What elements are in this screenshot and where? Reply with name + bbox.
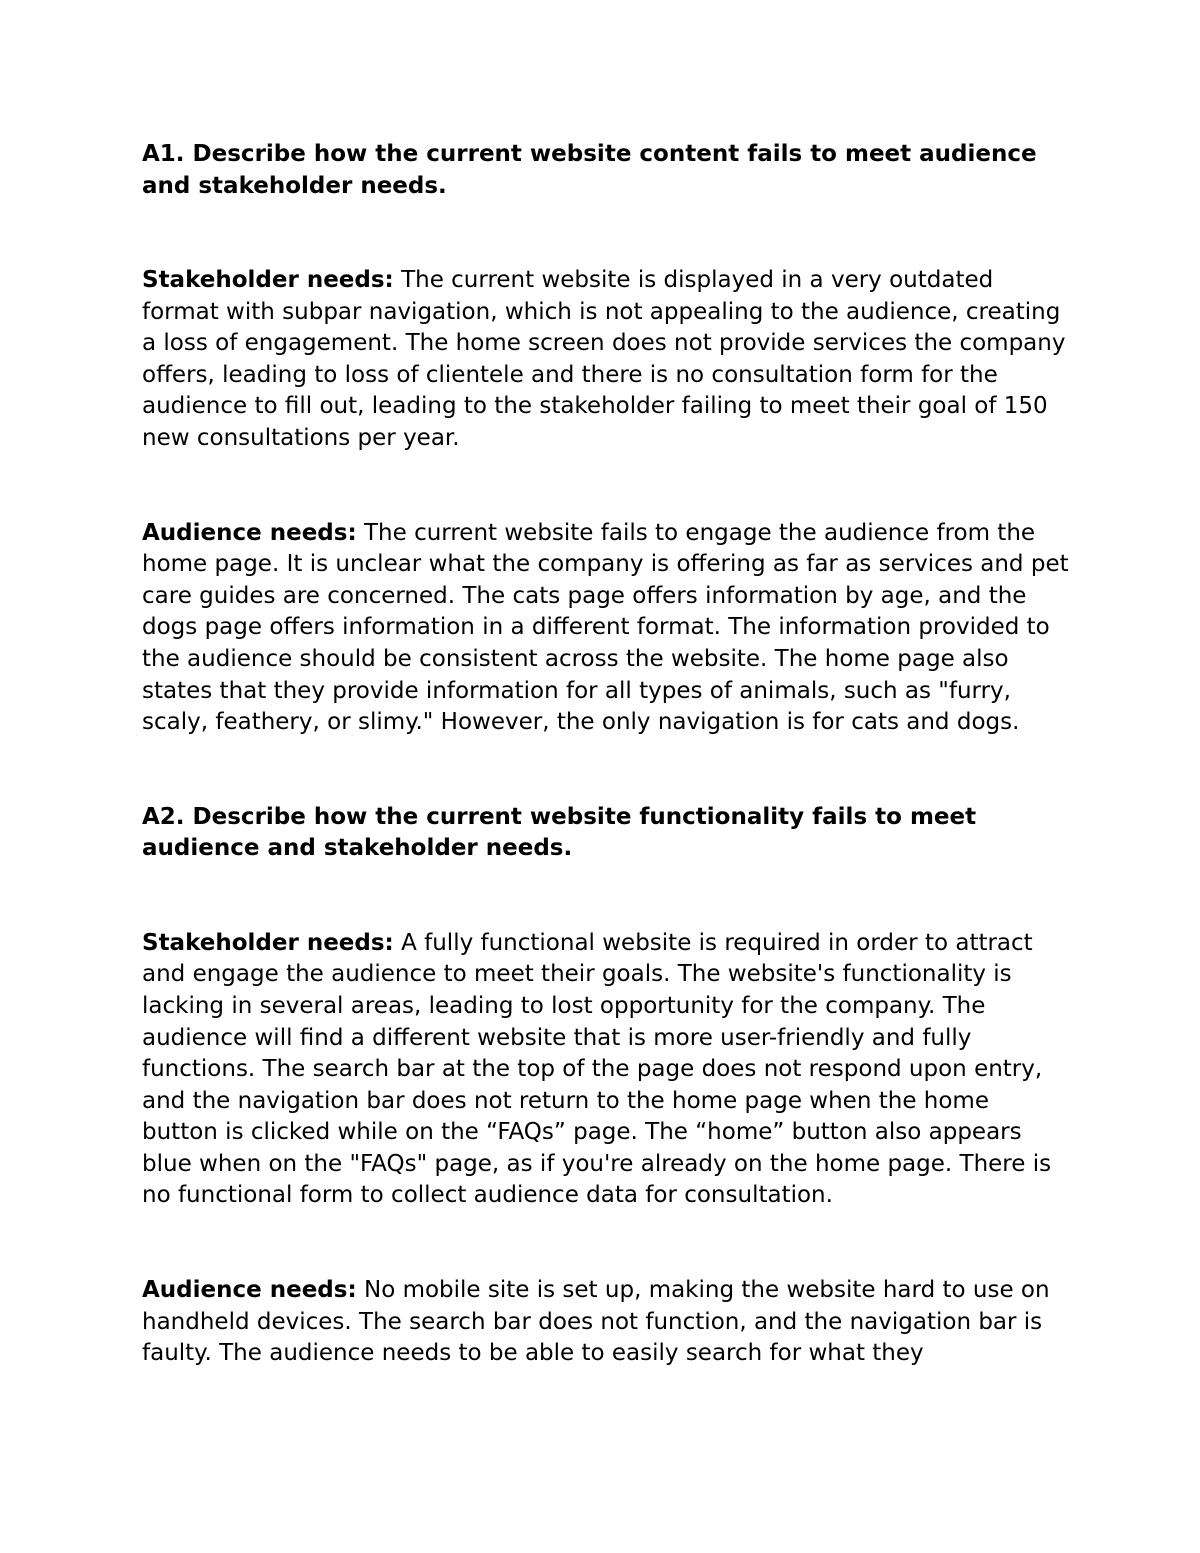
section-heading-a1: A1. Describe how the current website content fails to meet audience and stakeholder needs. bbox=[142, 141, 1037, 199]
section-heading-a2: A2. Describe how the current website functionality fails to meet audience and stakeholder needs. bbox=[142, 803, 977, 862]
paragraph-text: A fully functional website is required in order to attract and engage the audience to meet their goals. The website's functionality is lacking in several areas, leading to lost opportunity for the company. The audience will find a different website that is more user-friendly and fully functions. The search bar at the top of the page does not respond upon entry, and the navigation bar does not return to the home page when the home button is clicked while on the “FAQs” page. The “home” button also appears blue when on the "FAQs" page, as if you're already on the home page. There is no functional form to collect audience data for consultation. bbox=[142, 929, 1052, 1209]
paragraph-a2-stakeholder-needs bbox=[142, 928, 1072, 1212]
label-audience-needs: Audience needs: bbox=[142, 1277, 357, 1304]
label-stakeholder-needs: Stakeholder needs: bbox=[142, 929, 394, 956]
paragraph-text: The current website fails to engage the audience from the home page. It is unclear what the company is offering as far as services and pet care guides are concerned. The cats page offers information by age, and the dogs page offers information in a different format. The information provided to the audience should be consistent across the website. The home page also states that they provide information for all types of animals, such as "furry, scaly, feathery, or slimy." However, the only navigation is for cats and dogs. bbox=[142, 519, 1069, 736]
paragraph-a1-stakeholder-needs bbox=[142, 265, 1072, 455]
paragraph-text: The current website is displayed in a very outdated format with subpar navigation, which is not appealing to the audience, creating a loss of engagement. The home screen does not provide services the company offers, leading to loss of clientele and there is no consultation form for the audience to fill out, leading to the stakeholder failing to meet their goal of 150 new consultations per year. bbox=[142, 267, 1066, 451]
paragraph-text: No mobile site is set up, making the website hard to use on handheld devices. The search bar does not function, and the navigation bar is faulty. The audience needs to be able to easily search for what they bbox=[142, 1277, 1050, 1367]
paragraph-a1-audience-needs bbox=[142, 518, 1072, 739]
label-audience-needs: Audience needs: bbox=[142, 519, 357, 546]
paragraph-a2-audience-needs bbox=[142, 1275, 1072, 1370]
document-page bbox=[142, 139, 1072, 1370]
label-stakeholder-needs: Stakeholder needs: bbox=[142, 267, 394, 293]
